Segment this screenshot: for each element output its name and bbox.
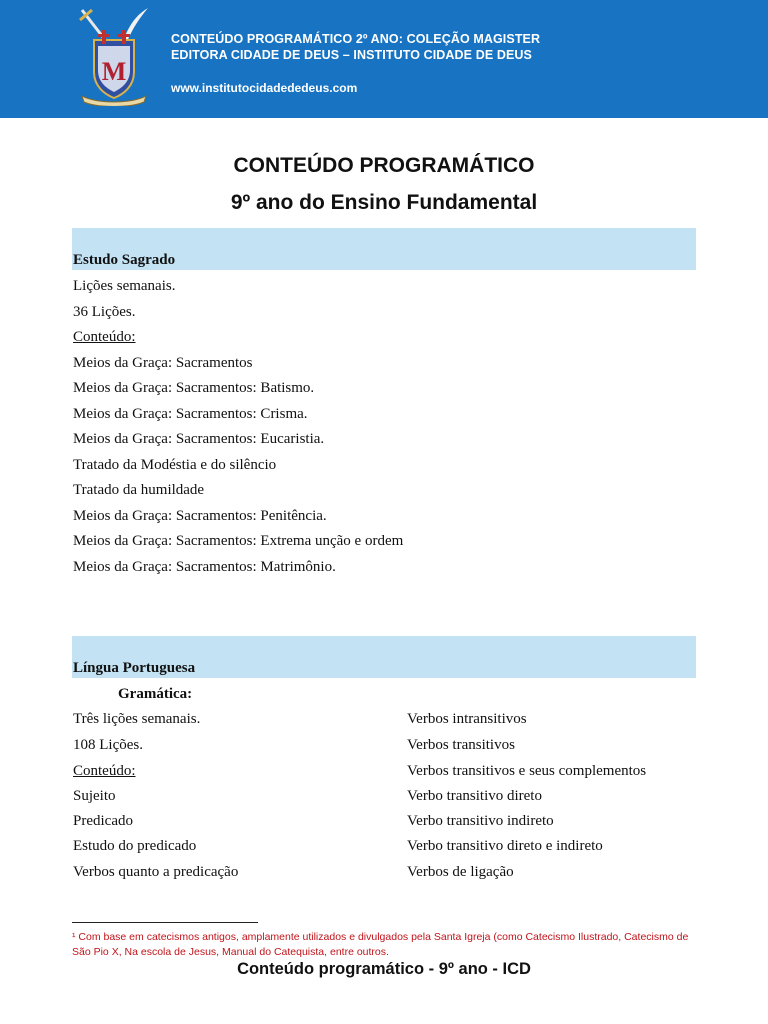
lp-right-line: Verbo transitivo direto xyxy=(407,788,542,804)
page-subtitle: 9º ano do Ensino Fundamental xyxy=(230,191,538,214)
estudo-line: Meios da Graça: Sacramentos xyxy=(73,355,253,371)
footnote: ¹ Com base em catecismos antigos, amplamente utilizados e divulgados pela Santa Igreja (como Catecismo Ilustrado, Catecismo de São Pio X, Na escola de Jesus, Manual do Catequista, entre outros. xyxy=(72,931,689,958)
lp-right-line: Verbo transitivo direto e indireto xyxy=(407,838,603,854)
estudo-line: Lições semanais. xyxy=(73,278,176,294)
footnote-divider xyxy=(72,922,258,923)
lp-right-line: Verbo transitivo indireto xyxy=(407,813,554,829)
estudo-line: Meios da Graça: Sacramentos: Batismo. xyxy=(73,380,315,396)
estudo-line: 36 Lições. xyxy=(73,304,136,320)
lp-left-line: Verbos quanto a predicação xyxy=(73,864,239,880)
lp-content-label: Conteúdo: xyxy=(73,763,136,779)
estudo-line: Meios da Graça: Sacramentos: Crisma. xyxy=(73,406,308,422)
estudo-line: Meios da Graça: Sacramentos: Penitência. xyxy=(73,508,327,524)
page-footer: Conteúdo programático - 9º ano - ICD xyxy=(237,960,531,978)
estudo-line: Meios da Graça: Sacramentos: Extrema unção e ordem xyxy=(73,533,404,549)
lp-right-line: Verbos transitivos xyxy=(407,737,515,753)
svg-text:M: M xyxy=(101,57,127,86)
lp-right-line: Verbos transitivos e seus complementos xyxy=(407,763,647,779)
lp-left-line: Sujeito xyxy=(73,788,116,804)
estudo-line: Tratado da Modéstia e do silêncio xyxy=(73,457,277,473)
section-title-estudo-sagrado: Estudo Sagrado xyxy=(73,252,176,268)
section-header-lingua-portuguesa xyxy=(72,636,696,678)
header-band xyxy=(0,0,768,118)
estudo-line: Meios da Graça: Sacramentos: Matrimônio. xyxy=(73,559,336,575)
header-line-2: EDITORA CIDADE DE DEUS – INSTITUTO CIDADE DE DEUS xyxy=(171,48,532,62)
lp-right-line: Verbos de ligação xyxy=(407,864,514,880)
section-title-lingua-portuguesa: Língua Portuguesa xyxy=(73,660,196,676)
lp-left-line: 108 Lições. xyxy=(73,737,143,753)
lp-left-line: Três lições semanais. xyxy=(73,711,201,727)
gramatica-subheading: Gramática: xyxy=(118,686,193,702)
header-line-1: CONTEÚDO PROGRAMÁTICO 2º ANO: COLEÇÃO MAGISTER xyxy=(171,32,541,46)
estudo-line: Meios da Graça: Sacramentos: Eucaristia. xyxy=(73,431,325,447)
crest-shield-icon xyxy=(76,6,152,106)
page-title: CONTEÚDO PROGRAMÁTICO xyxy=(233,154,535,177)
estudo-content-label: Conteúdo: xyxy=(73,329,136,345)
lp-right-line: Verbos intransitivos xyxy=(407,711,527,727)
lp-left-line: Estudo do predicado xyxy=(73,838,197,854)
header-url-link[interactable]: www.institutocidadededeus.com xyxy=(171,81,358,95)
lp-left-line: Predicado xyxy=(73,813,133,829)
header-text xyxy=(171,31,540,63)
section-header-estudo-sagrado xyxy=(72,228,696,270)
estudo-line: Tratado da humildade xyxy=(73,482,205,498)
